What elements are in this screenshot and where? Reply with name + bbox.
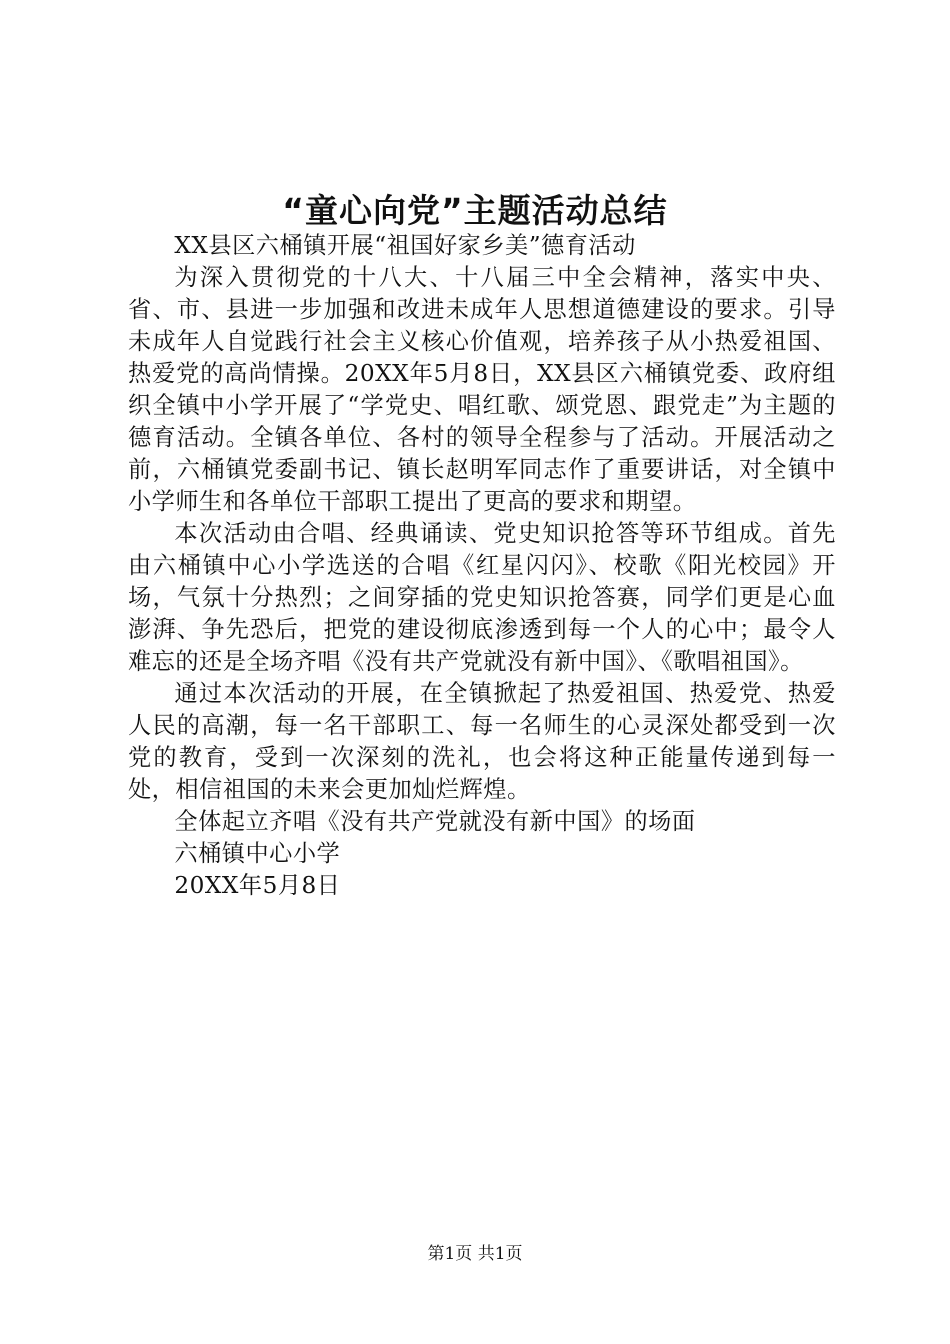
signature-date: 20XX年5月8日	[174, 872, 341, 899]
body-paragraph-activities: 本次活动由合唱、经典诵读、党史知识抢答等环节组成。首先由六桶镇中心小学选送的合唱《红星闪闪》、校歌《阳光校园》开场，气氛十分热烈；之间穿插的党史知识抢答赛，同学们更是心血澎湃、争先恐后，把党的建设彻底渗透到每一个人的心中；最令人难忘的还是全场齐唱《没有共产党就没有新中国》、《歌唱祖国》。	[128, 520, 836, 675]
body-paragraph-conclusion: 通过本次活动的开展，在全镇掀起了热爱祖国、热爱党、热爱人民的高潮，每一名干部职工、每一名师生的心灵深处都受到一次党的教育，受到一次深刻的洗礼，也会将这种正能量传递到每一处，相信祖国的未来会更加灿烂辉煌。	[128, 680, 836, 803]
document-title: “童心向党”主题活动总结	[282, 191, 668, 230]
page-number-footer: 第1页 共1页	[427, 1244, 523, 1264]
signature-organization: 六桶镇中心小学	[174, 840, 341, 867]
photo-caption: 全体起立齐唱《没有共产党就没有新中国》的场面	[174, 808, 696, 835]
document-body	[128, 230, 836, 902]
body-paragraph-intro: 为深入贯彻党的十八大、十八届三中全会精神，落实中央、省、市、县进一步加强和改进未成年人思想道德建设的要求。引导未成年人自觉践行社会主义核心价值观，培养孩子从小热爱祖国、热爱党的高尚情操。20XX年5月8日，XX县区六桶镇党委、政府组织全镇中小学开展了“学党史、唱红歌、颂党恩、跟党走”为主题的德育活动。全镇各单位、各村的领导全程参与了活动。开展活动之前，六桶镇党委副书记、镇长赵明军同志作了重要讲话，对全镇中小学师生和各单位干部职工提出了更高的要求和期望。	[128, 264, 836, 515]
subtitle-paragraph: XX县区六桶镇开展“祖国好家乡美”德育活动	[174, 232, 636, 259]
